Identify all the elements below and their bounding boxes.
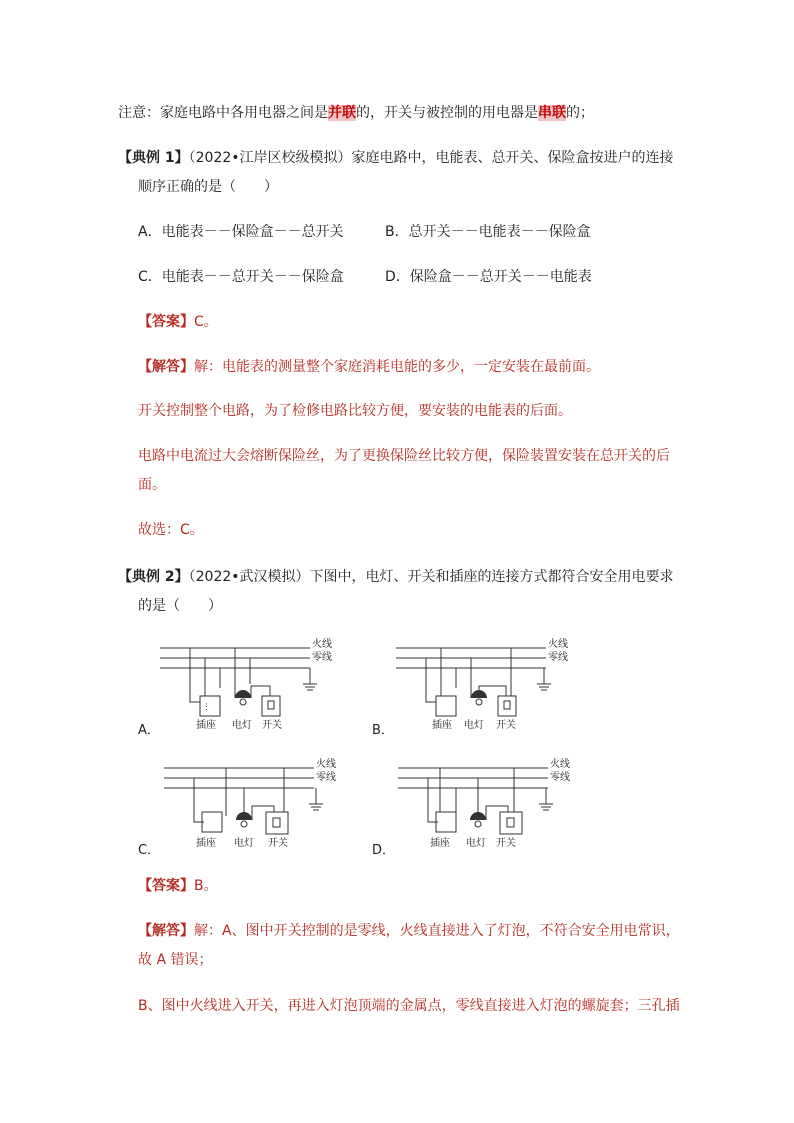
example2-analysis-line1 [138, 921, 680, 941]
example1-answer [138, 312, 218, 332]
example1-option-d: D．保险盒－－总开关－－电能表 [385, 269, 592, 285]
example1-analysis-tag: 【解答】 [138, 359, 194, 375]
example2-source: （2022•武汉模拟） [188, 569, 310, 585]
note-line [118, 103, 594, 123]
example1-analysis-line2: 开关控制整个电路，为了检修电路比较方便，要安装的电能表的后面。 [138, 403, 572, 419]
example2-analysis-line2: 故 A 错误； [138, 952, 213, 968]
lamp-label: 电灯 [232, 720, 252, 730]
example1-tag: 【典例 1】 [118, 150, 189, 166]
example1-answer-value: C。 [194, 314, 218, 330]
circuit-diagram-b [396, 638, 576, 734]
lamp-label: 电灯 [464, 720, 484, 730]
neutral-wire-label: 零线 [312, 652, 332, 663]
example1-analysis-line3: 电路中电流过大会熔断保险丝，为了更换保险丝比较方便，保险装置安装在总开关的后 [138, 448, 670, 464]
example2-tag: 【典例 2】 [118, 569, 189, 585]
note-prefix: 注意：家庭电路中各用电器之间是 [118, 105, 328, 121]
note-keyword-parallel: 并联 [328, 105, 356, 121]
circuit-diagram-a [160, 638, 340, 734]
svg-text:ⵗ: ⵗ [205, 703, 208, 713]
live-wire-label: 火线 [316, 759, 336, 770]
example1-analysis-line4: 面。 [138, 477, 166, 493]
live-wire-label: 火线 [550, 759, 570, 770]
example1-option-b: B．总开关－－电能表－－保险盒 [385, 224, 591, 240]
example1-choice: 故选：C。 [138, 522, 204, 538]
live-wire-label: 火线 [312, 639, 332, 650]
example1-analysis-text: 解：电能表的测量整个家庭消耗电能的多少，一定安装在最前面。 [194, 359, 600, 375]
note-mid: 的，开关与被控制的用电器是 [356, 105, 538, 121]
circuit-diagram-d [398, 758, 578, 857]
live-wire-label: 火线 [548, 639, 568, 650]
example1-option-c: C．电能表－－总开关－－保险盒 [138, 269, 344, 285]
example2-answer-tag: 【答案】 [138, 878, 194, 894]
neutral-wire-label: 零线 [316, 772, 336, 783]
example2-answer-value: B。 [194, 878, 218, 894]
circuit-diagram-c [164, 758, 344, 857]
example2-option-a: A． [138, 723, 160, 738]
example2-question-line1 [118, 567, 674, 587]
example2-analysis-text: 解：A、图中开关控制的是零线，火线直接进入了灯泡，不符合安全用电常识， [194, 923, 680, 939]
socket-label: 插座 [196, 720, 216, 730]
example1-question-text: 家庭电路中，电能表、总开关、保险盒按进户的连接 [351, 150, 674, 166]
switch-label: 开关 [262, 720, 282, 730]
switch-label: 开关 [496, 720, 516, 730]
switch-label: 开关 [268, 838, 288, 849]
example1-source: （2022•江岸区校级模拟） [188, 150, 352, 166]
example2-option-c: C． [138, 843, 161, 858]
example2-option-d: D． [372, 843, 396, 858]
example1-answer-tag: 【答案】 [138, 314, 194, 330]
example1-question-line1 [118, 148, 674, 168]
example2-question-line2: 的是（ ） [138, 598, 222, 614]
example1-question-line2: 顺序正确的是（ ） [138, 179, 278, 195]
example2-analysis-tag: 【解答】 [138, 923, 194, 939]
lamp-label: 电灯 [466, 838, 486, 849]
socket-label: 插座 [430, 838, 450, 849]
neutral-wire-label: 零线 [550, 772, 570, 783]
neutral-wire-label: 零线 [548, 652, 568, 663]
example1-option-a: A．电能表－－保险盒－－总开关 [138, 224, 344, 240]
note-suffix: 的； [566, 105, 594, 121]
lamp-label: 电灯 [234, 838, 254, 849]
switch-label: 开关 [496, 838, 516, 849]
example1-analysis-line1 [138, 357, 600, 377]
note-keyword-series: 串联 [538, 105, 566, 121]
example2-option-b: B． [372, 723, 394, 738]
example2-question-text: 下图中，电灯、开关和插座的连接方式都符合安全用电要求 [309, 569, 674, 585]
socket-label: 插座 [432, 720, 452, 730]
example2-answer [138, 876, 218, 896]
example2-analysis-line3: B、图中火线进入开关，再进入灯泡顶端的金属点，零线直接进入灯泡的螺旋套；三孔插 [138, 998, 680, 1014]
socket-label: 插座 [196, 838, 216, 849]
